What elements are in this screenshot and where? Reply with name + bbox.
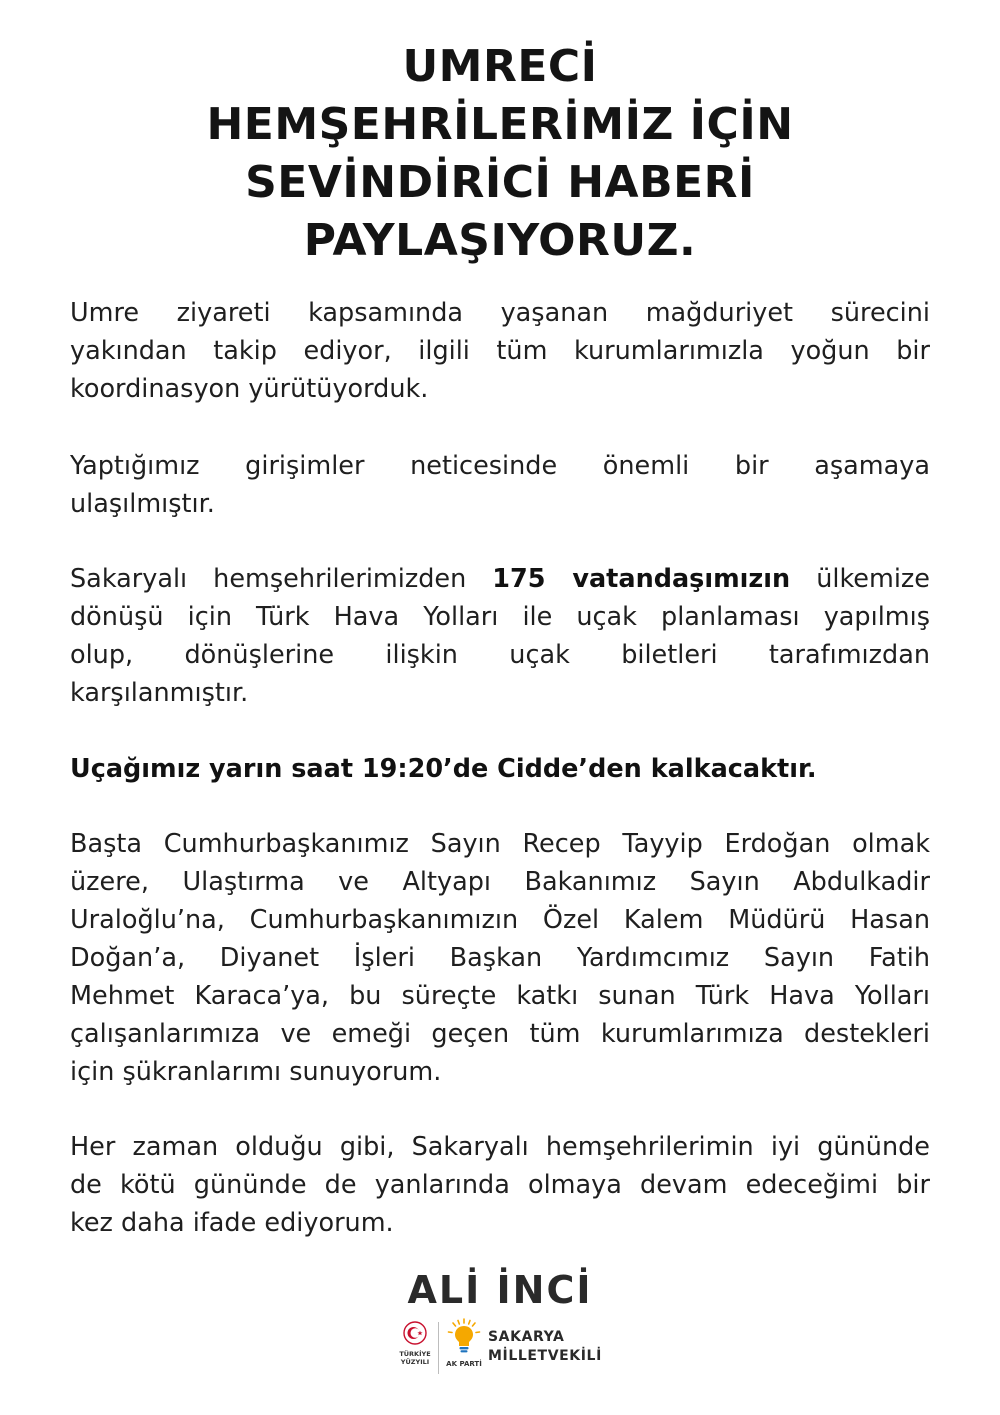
headline-line-4: PAYLAŞIYORUZ. — [303, 215, 697, 266]
paragraph-line — [70, 560, 930, 598]
role-title — [488, 1328, 602, 1366]
turkiye-yuzyili-logo — [398, 1318, 432, 1378]
paragraph-line: ulaşılmıştır. — [70, 489, 215, 519]
paragraph-line: için şükranlarımı sunuyorum. — [70, 1057, 442, 1087]
signature-logos — [398, 1318, 628, 1378]
text-run: ülkemize — [816, 564, 930, 594]
paragraph-line: çalışanlarımıza ve emeği geçen tüm kurumlarımıza destekleri — [70, 1019, 930, 1049]
paragraph-line: Mehmet Karaca’ya, bu süreçte katkı sunan Türk Hava Yolları — [70, 981, 930, 1011]
paragraph-1 — [70, 294, 930, 408]
paragraph-3 — [70, 560, 930, 712]
flight-time-line: Uçağımız yarın saat 19:20’de Cidde’den kalkacaktır. — [70, 754, 817, 784]
paragraph-line: Yaptığımız girişimler neticesinde önemli bir aşamaya — [70, 451, 930, 481]
ak-parti-caption: AK PARTİ — [446, 1360, 482, 1368]
role-line-2: MİLLETVEKİLİ — [488, 1348, 602, 1364]
headline — [0, 38, 1000, 270]
paragraph-line: üzere, Ulaştırma ve Altyapı Bakanımız Sayın Abdulkadir — [70, 867, 930, 897]
ak-parti-logo — [444, 1318, 484, 1378]
paragraph-line: Her zaman olduğu gibi, Sakaryalı hemşehrilerimin iyi gününde — [70, 1132, 930, 1162]
turkiye-caption-line-2: YÜZYILI — [400, 1358, 430, 1366]
paragraph-line: Doğan’a, Diyanet İşleri Başkan Yardımcımız Sayın Fatih — [70, 943, 930, 973]
paragraph-6 — [70, 1128, 930, 1242]
headline-line-2: HEMŞEHRİLERİMİZ İÇİN — [206, 99, 794, 150]
paragraph-line: karşılanmıştır. — [70, 678, 249, 708]
paragraph-4-flight-announcement — [70, 750, 930, 788]
paragraph-line: yakından takip ediyor, ilgili tüm kurumlarımızla yoğun bir — [70, 336, 930, 366]
logo-divider — [438, 1322, 439, 1374]
headline-line-3: SEVİNDİRİCİ HABERİ — [245, 157, 755, 208]
paragraph-5 — [70, 825, 930, 1091]
paragraph-line: Umre ziyareti kapsamında yaşanan mağduriyet sürecini — [70, 298, 930, 328]
paragraph-line: de kötü gününde de yanlarında olmaya devam edeceğimi bir — [70, 1170, 930, 1200]
paragraph-2 — [70, 447, 930, 523]
turkiye-caption-line-1: TÜRKİYE — [399, 1350, 431, 1358]
highlight-citizen-count: 175 vatandaşımızın — [492, 564, 791, 594]
paragraph-line: Uraloğlu’na, Cumhurbaşkanımızın Özel Kalem Müdürü Hasan — [70, 905, 930, 935]
role-line-1: SAKARYA — [488, 1329, 565, 1345]
headline-line-1: UMRECİ — [402, 41, 598, 92]
text-run: Sakaryalı hemşehrilerimizden — [70, 564, 467, 594]
paragraph-line: olup, dönüşlerine ilişkin uçak biletleri tarafımızdan — [70, 640, 930, 670]
signature-name: ALİ İNCİ — [407, 1268, 593, 1312]
paragraph-line: kez daha ifade ediyorum. — [70, 1208, 394, 1238]
crescent-star-icon — [402, 1320, 428, 1346]
paragraph-line: dönüşü için Türk Hava Yolları ile uçak planlaması yapılmış — [70, 602, 930, 632]
paragraph-line: koordinasyon yürütüyorduk. — [70, 374, 429, 404]
paragraph-line: Başta Cumhurbaşkanımız Sayın Recep Tayyip Erdoğan olmak — [70, 829, 930, 859]
lightbulb-icon — [447, 1318, 481, 1356]
